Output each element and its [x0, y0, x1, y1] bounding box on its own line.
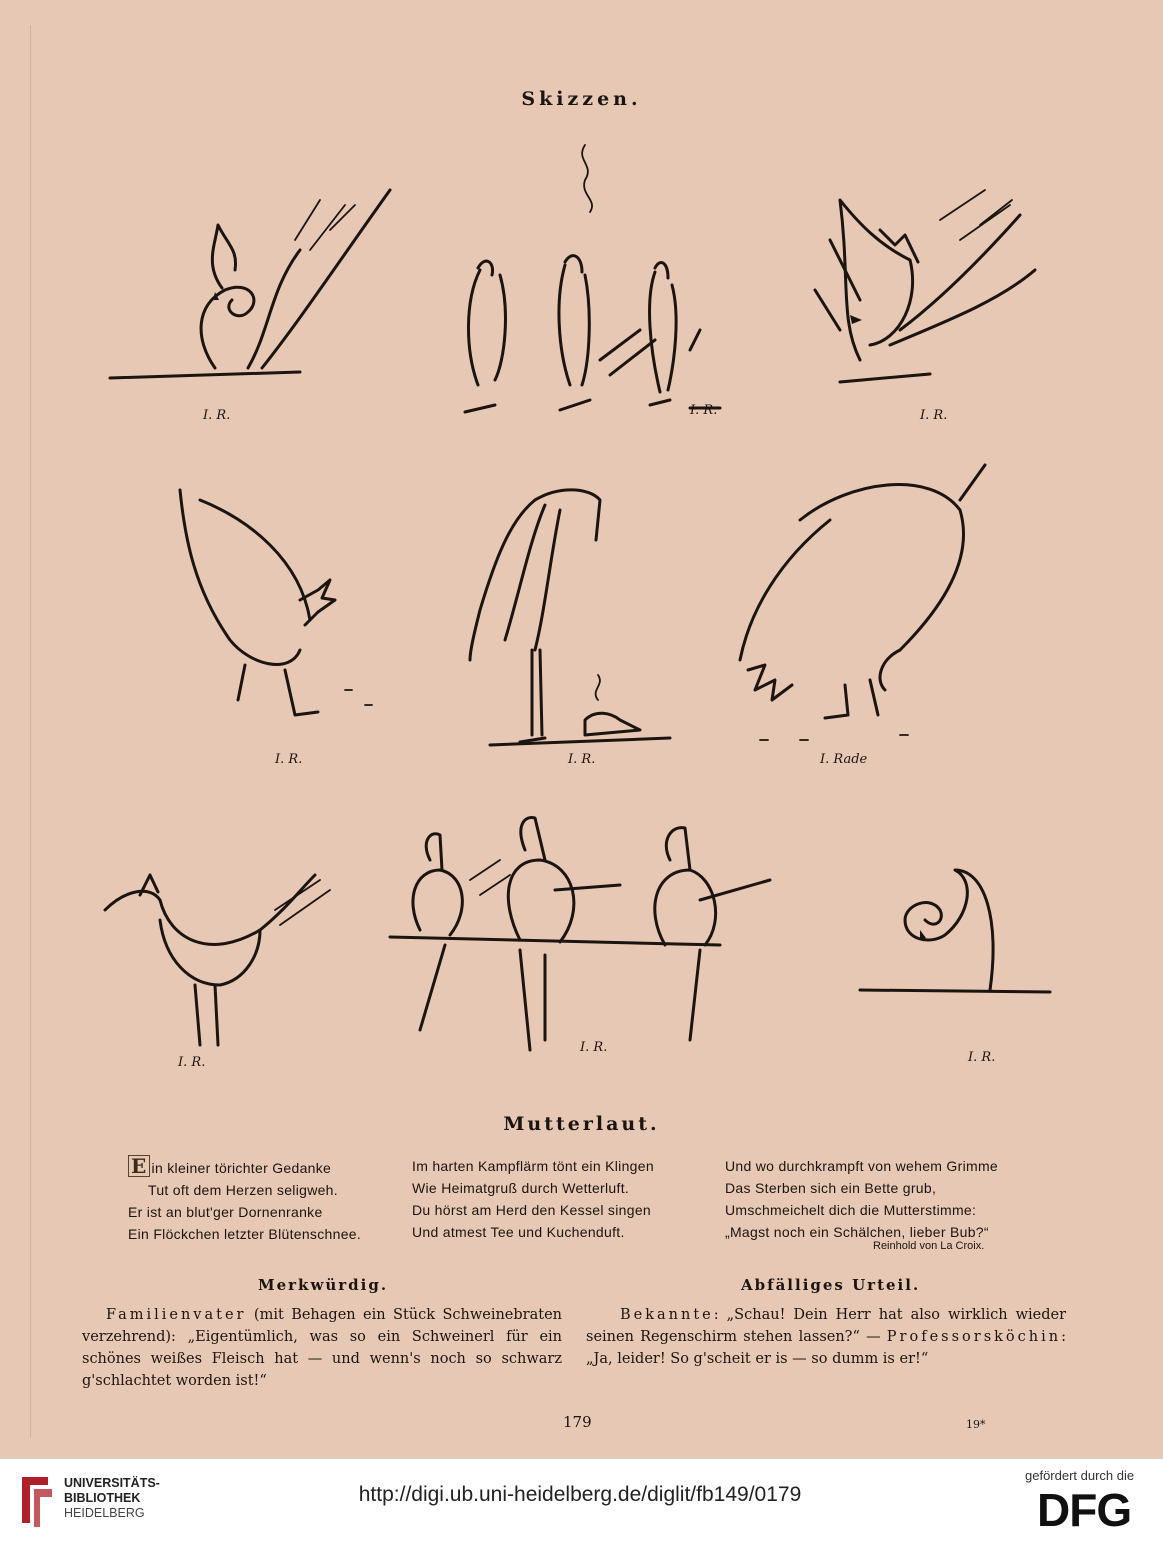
page-title: Skizzen.	[521, 88, 642, 110]
anecdote-left-title: Merkwürdig.	[258, 1276, 389, 1294]
sketch-stork	[470, 490, 670, 745]
anecdote-right-text	[586, 1304, 1066, 1370]
anecdote-right-title: Abfälliges Urteil.	[741, 1276, 921, 1294]
uni-name-line: BIBLIOTHEK	[64, 1491, 141, 1505]
dialogue: : „Schau! Dein Herr hat also wirklich wieder seinen Regenschirm stehen lassen?“ —	[586, 1307, 1066, 1345]
speaker: Familienvater	[106, 1307, 247, 1323]
sketch-bird-spiral-crest	[110, 190, 390, 378]
signature: I. R.	[690, 403, 718, 418]
sheet-mark: 19*	[966, 1418, 986, 1431]
uni-name-line: UNIVERSITÄTS-	[64, 1476, 160, 1490]
sketch-birds-on-wire	[390, 817, 770, 1050]
poem-line: Tut oft dem Herzen seligweh.	[148, 1182, 338, 1198]
signature: I. R.	[178, 1055, 206, 1070]
poem-line: Wie Heimatgruß durch Wetterluft.	[412, 1180, 630, 1196]
university-library-logo-icon[interactable]	[18, 1473, 56, 1529]
sketch-bird-pecking	[815, 190, 1035, 382]
signature: I. R.	[568, 752, 596, 767]
anecdote-left-text	[82, 1304, 562, 1392]
speaker: Bekannte	[620, 1307, 714, 1323]
signature: I. Rade	[820, 752, 868, 767]
poem-stanza-3	[725, 1155, 998, 1243]
poem-line: Er ist an blut'ger Dornenranke	[128, 1204, 323, 1220]
speaker: Professorsköchin	[886, 1329, 1062, 1345]
sketch-bird-side	[105, 875, 330, 1045]
sketch-three-chicks	[465, 145, 720, 412]
dialogue: : „Ja, leider! So g'scheit er is — so dumm is er!“	[586, 1329, 1066, 1367]
poem-line: Umschmeichelt dich die Mutterstimme:	[725, 1202, 977, 1218]
signature: I. R.	[580, 1040, 608, 1055]
permalink-url[interactable]: http://digi.ub.uni-heidelberg.de/diglit/fb149/0179	[358, 1483, 802, 1506]
signature: I. R.	[968, 1050, 996, 1065]
uni-name-line: HEIDELBERG	[64, 1506, 145, 1520]
poem-author: Reinhold von La Croix.	[873, 1240, 985, 1252]
sketch-hen-from-behind	[180, 490, 372, 715]
poem-line: Und atmest Tee und Kuchenduft.	[412, 1224, 625, 1240]
university-library-name[interactable]	[64, 1476, 160, 1521]
poem-line: Und wo durchkrampft von wehem Grimme	[725, 1158, 998, 1174]
dialogue: (mit Behagen ein Stück Schweinebraten verzehrend): „Eigentümlich, was so ein Schweinerl für ein schönes weißes Fleisch hat — und wenn's noch so schwarz g'schlachtet worden ist!“	[82, 1307, 562, 1389]
funded-by-label: gefördert durch die	[1025, 1468, 1135, 1483]
poem-stanza-1	[128, 1155, 361, 1245]
poem-line: „Magst noch ein Schälchen, lieber Bub?“	[725, 1224, 989, 1240]
signature: I. R.	[920, 408, 948, 423]
signature: I. R.	[275, 752, 303, 767]
poem-line: in kleiner törichter Gedanke	[151, 1160, 332, 1176]
viewer-footer	[0, 1458, 1163, 1543]
decorated-initial: E	[128, 1155, 150, 1177]
sketch-hen-pecking	[740, 465, 985, 740]
poem-line: Im harten Kampflärm tönt ein Klingen	[412, 1158, 654, 1174]
poem-line: Das Sterben sich ein Bette grub,	[725, 1180, 937, 1196]
poem-line: Ein Flöckchen letzter Blütenschnee.	[128, 1226, 362, 1242]
poem-stanza-2	[412, 1155, 654, 1243]
dfg-logo[interactable]: DFG	[1037, 1484, 1132, 1536]
poem-title: Mutterlaut.	[503, 1113, 660, 1135]
signature: I. R.	[203, 408, 231, 423]
page-number: 179	[563, 1413, 592, 1431]
poem-line: Du hörst am Herd den Kessel singen	[412, 1202, 651, 1218]
sketch-spiral-on-line	[860, 870, 1050, 992]
